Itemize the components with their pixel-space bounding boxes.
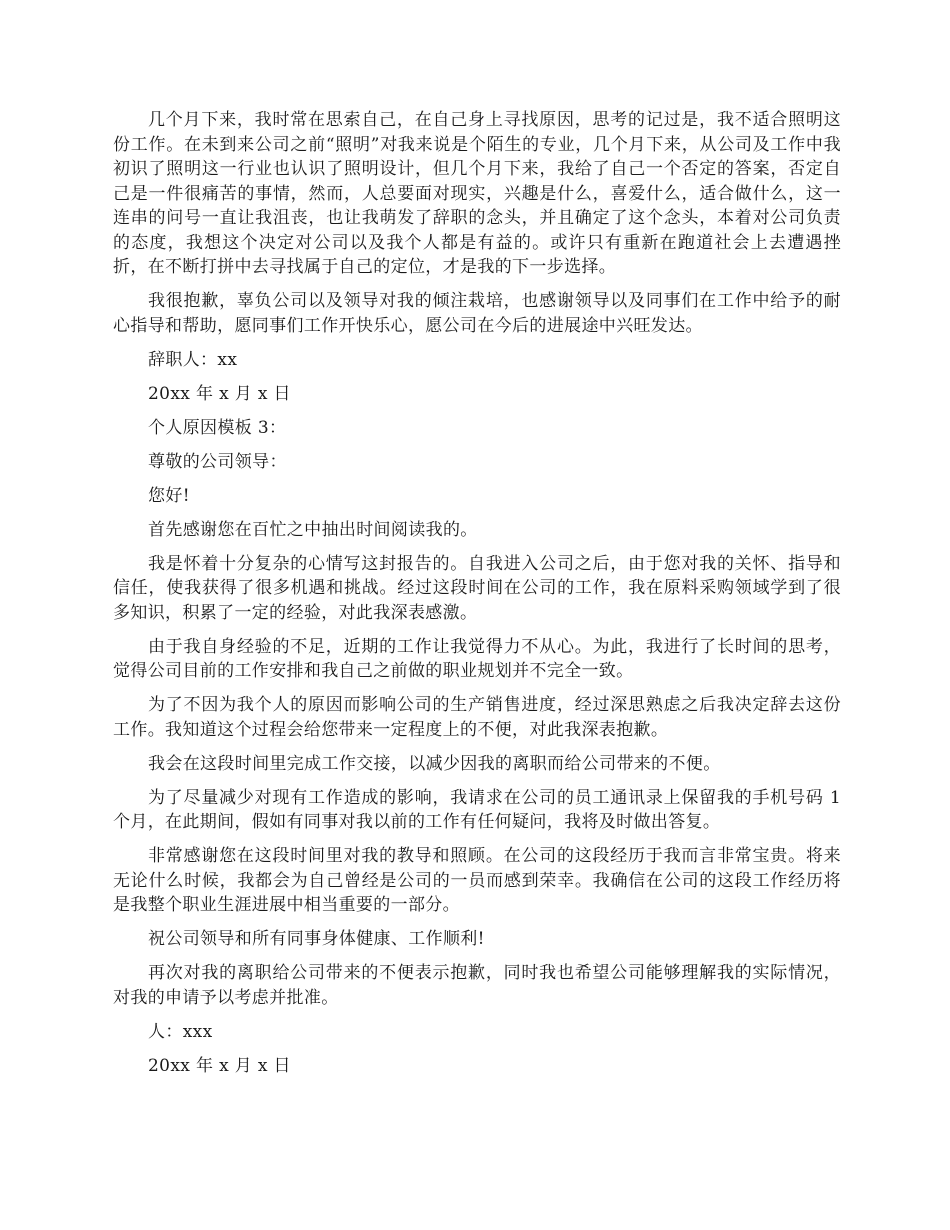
- paragraph-thanks: 首先感谢您在百忙之中抽出时间阅读我的。: [148, 519, 478, 540]
- signature-line: 辞职人：xx: [148, 349, 238, 370]
- signature-line-2: 人：xxx: [148, 1021, 213, 1042]
- paragraph-decision: 为了不因为我个人的原因而影响公司的生产销售进度，经过深思熟虑之后我决定辞去这份工作。我知道这个过程会给您带来一定程度上的不便，对此我深表抱歉。: [113, 695, 841, 740]
- paragraph-reason: 由于我自身经验的不足，近期的工作让我觉得力不从心。为此，我进行了长时间的思考，觉得公司目前的工作安排和我自己之前做的职业规划并不完全一致。: [113, 636, 841, 681]
- template-heading: 个人原因模板 3：: [148, 417, 287, 438]
- paragraph-reflection: 几个月下来，我时常在思索自己，在自己身上寻找原因，思考的记过是，我不适合照明这份工作。在未到来公司之前“照明”对我来说是个陌生的专业，几个月下来，从公司及工作中我初识了照明这一行业也认识了照明设计，但几个月下来，我给了自己一个否定的答案，否定自己是一件很痛苦的事情，然而，人总要面对现实，兴趣是什么，喜爱什么，适合做什么，这一连串的问号一直让我沮丧，也让我萌发了辞职的念头，并且确定了这个念头，本着对公司负责的态度，我想这个决定对公司以及我个人都是有益的。或许只有重新在跑道社会上去遭遇挫折，在不断打拼中去寻找属于自己的定位，才是我的下一步选择。: [113, 110, 841, 277]
- paragraph-handover: 我会在这段时间里完成工作交接，以减少因我的离职而给公司带来的不便。: [148, 753, 721, 774]
- paragraph-appreciation: 非常感谢您在这段时间里对我的教导和照顾。在公司的这段经历于我而言非常宝贵。将来无论什么时候，我都会为自己曾经是公司的一员而感到荣幸。我确信在公司的这段工作经历将是我整个职业生涯进展中相当重要的一部分。: [113, 846, 841, 915]
- date-line-2: 20xx 年 x 月 x 日: [148, 1055, 291, 1076]
- salutation: 尊敬的公司领导：: [148, 451, 287, 472]
- paragraph-wishes: 祝公司领导和所有同事身体健康、工作顺利!: [148, 929, 485, 949]
- document-body: [113, 108, 841, 1088]
- paragraph-gratitude: 我是怀着十分复杂的心情写这封报告的。自我进入公司之后，由于您对我的关怀、指导和信任，使我获得了很多机遇和挑战。经过这段时间在公司的工作，我在原料采购领域学到了很多知识，积累了一定的经验，对此我深表感激。: [113, 553, 841, 623]
- date-line: 20xx 年 x 月 x 日: [148, 383, 291, 404]
- paragraph-apology: 我很抱歉，辜负公司以及领导对我的倾注栽培，也感谢领导以及同事们在工作中给予的耐心指导和帮助，愿同事们工作开快乐心，愿公司在今后的进展途中兴旺发达。: [113, 291, 841, 336]
- greeting: 您好!: [148, 485, 190, 506]
- paragraph-contact: 为了尽量减少对现有工作造成的影响，我请求在公司的员工通讯录上保留我的手机号码 1 个月，在此期间，假如有同事对我以前的工作有任何疑问，我将及时做出答复。: [113, 787, 841, 832]
- paragraph-closing: 再次对我的离职给公司带来的不便表示抱歉，同时我也希望公司能够理解我的实际情况，对我的申请予以考虑并批准。: [113, 963, 841, 1008]
